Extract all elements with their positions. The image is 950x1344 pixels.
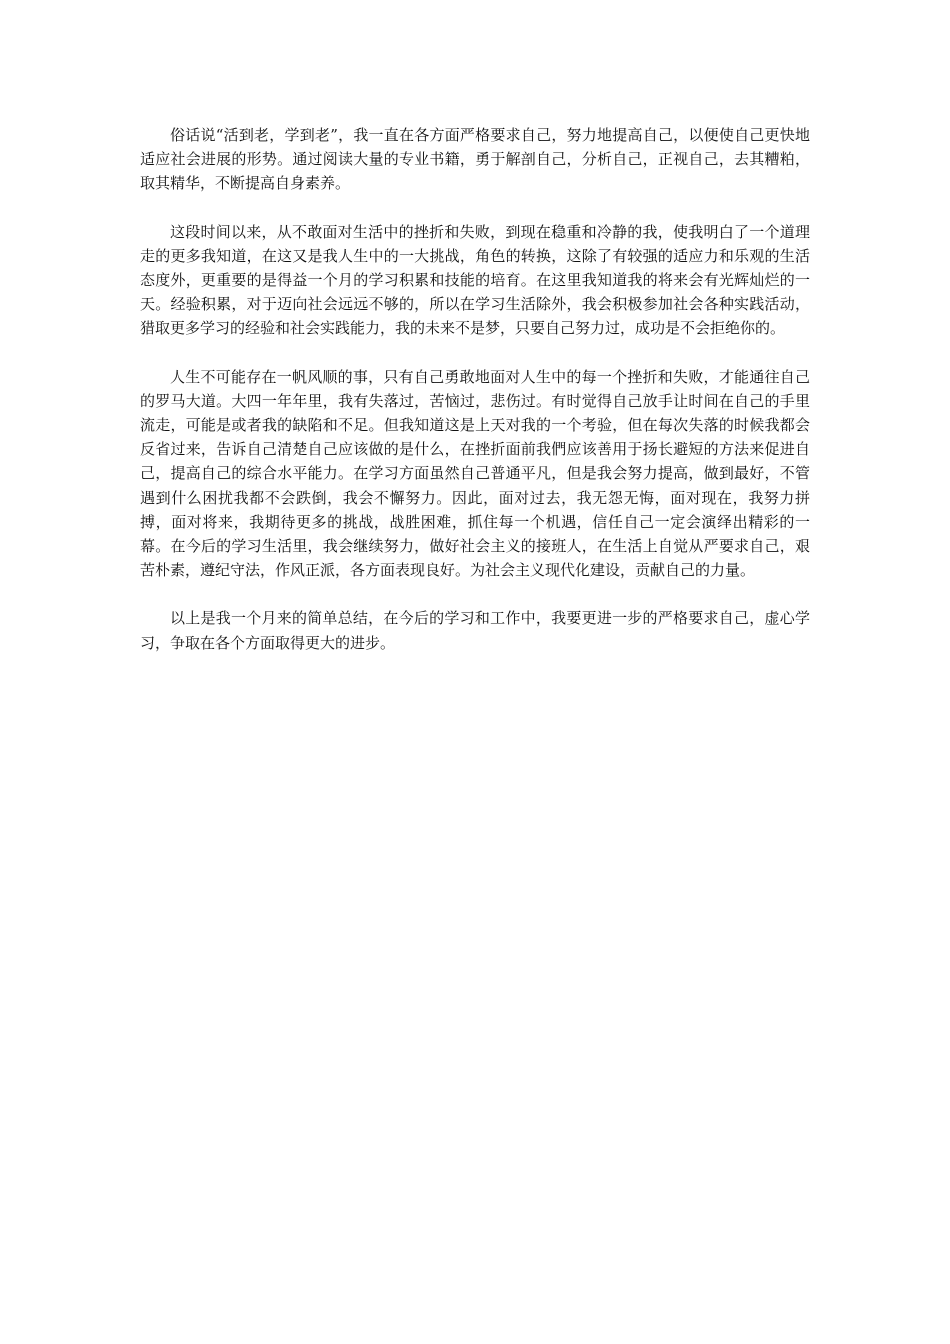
paragraph-3: 人生不可能存在一帆风顺的事，只有自己勇敢地面对人生中的每一个挫折和失败，才能通往自己的罗马大道。大四一年年里，我有失落过，苦恼过，悲伤过。有时觉得自己放手让时间在自己的手里流走，可能是或者我的缺陷和不足。但我知道这是上天对我的一个考验，但在每次失落的时候我都会反省过来，告诉自己清楚自己应该做的是什么，在挫折面前我們应该善用于扬长避短的方法来促进自己，提高自己的综合水平能力。在学习方面虽然自己普通平凡，但是我会努力提高，做到最好，不管遇到什么困扰我都不会跌倒，我会不懈努力。因此，面对过去，我无怨无悔，面对现在，我努力拼搏，面对将来，我期待更多的挑战，战胜困难，抓住每一个机遇，信任自己一定会演绎出精彩的一幕。在今后的学习生活里，我会继续努力，做好社会主义的接班人，在生活上自觉从严要求自己，艰苦朴素，遵纪守法，作风正派，各方面表现良好。为社会主义现代化建设，贡献自己的力量。 [140, 367, 810, 580]
document-body [140, 123, 810, 679]
paragraph-1: 俗话说“活到老，学到老”，我一直在各方面严格要求自己，努力地提高自己，以便使自己更快地适应社会进展的形势。通过阅读大量的专业书籍，勇于解剖自己，分析自己，正视自己，去其糟粕，取其精华，不断提高自身素养。 [140, 126, 810, 193]
paragraph-4: 以上是我一个月来的简单总结，在今后的学习和工作中，我要更进一步的严格要求自己，虚心学习，争取在各个方面取得更大的进步。 [140, 609, 810, 652]
paragraph-2: 这段时间以来，从不敢面对生活中的挫折和失败，到现在稳重和冷静的我，使我明白了一个道理走的更多我知道，在这又是我人生中的一大挑战，角色的转换，这除了有较强的适应力和乐观的生活态度外，更重要的是得益一个月的学习积累和技能的培育。在这里我知道我的将来会有光辉灿烂的一天。经验积累，对于迈向社会远远不够的，所以在学习生活除外，我会积极参加社会各种实践活动，猎取更多学习的经验和社会实践能力，我的未来不是梦，只要自己努力过，成功是不会拒绝你的。 [140, 222, 810, 338]
